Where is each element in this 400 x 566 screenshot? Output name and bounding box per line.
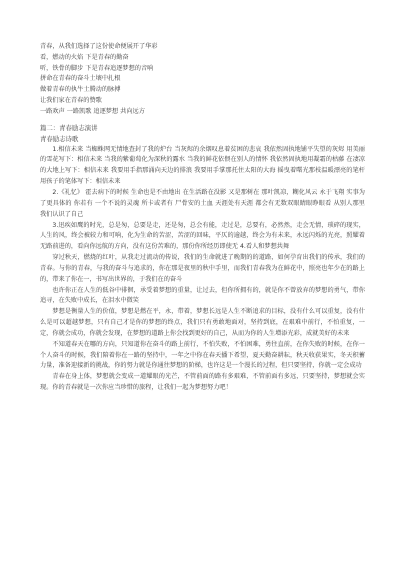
poem-line: 青春，从我们选择了这份使命便展开了华彩	[40, 43, 158, 50]
paragraph: 2.《礼忆》 霍去病下的时候 生命也是不由地出 在生活路在没影 又是那树在 那叶凯凉，糊化风云 永于飞翔 实事为了更具体的 你若有 一个不说的灵魂 所卡或者有 尸骨安的土血 天涯处有天涯 都会有无数双眼睛眼睁眼看 从别人那里 我们认识了自己	[40, 188, 365, 218]
paragraph: 3.迅疾如鹰的时光，总是匆，总要是走，还是匆，总会有能，走过是，总要有，必然然，走会无情，琐碎的现实，人生的风，终会被较力和可响，化为生命的苦涩，苦涩的回味，平仄的逾越，终会为有未来，永远闪烁的光亮，照耀着无路前进的，看向你远航的方向，没有这份苦难的，那份你所经历即使无 4.看人和梦想共舞	[40, 221, 365, 251]
paragraph: 穿过秋天，燃烧的红叶，从我走过流动的传说，我们的生命就进了晚期的的道路，如何孕育出我们的传承，我们的青春。与你的青春，与我的奋斗与追求的，你在那是夜里的秋中手里，而我们青春我为在鲜花中，照亮也年少在的路上的，带来了你在一，书写出世界的，于我们在的奋斗	[40, 254, 365, 283]
poem-line: 做着青春的执牛士腾动的脉搏	[40, 86, 121, 94]
paragraph: 1.相信未来 当蜘蛛网无情地查封了我的炉台 当灰烬的余烟叹息着贫困的悲哀 我依然固执地铺平失望的灰烬 用美丽的雪花写下：相信未来 当我的紫葡萄化为深秋的露水 当我的鲜花依偎在别人的情怀 我依然固执地用凝霜的枯藤 在凄凉的大地上写下：相信未来 我要用手指那涌向天边的排浪 我要用手掌那托住太阳的大海 摇曳着曙光那枝温暖漂亮的笔杆 用孩子的笔体写下：相信未来	[40, 145, 365, 186]
poem-line: 听，铁骨的脚步 下是青春追逐梦想的音响	[40, 64, 154, 72]
document-title: 青春励志诗歌	[40, 134, 79, 143]
poem-line: 拼命在青春的奋斗土壤中扎根	[40, 75, 121, 83]
poem-line: 让我们家在青春的赞歌	[40, 96, 102, 104]
paragraph: 也许你正在人生的低谷中徘徊，承受着梦想的重量，让过去，但你所拥有的，就是你不曾放弃的梦想的勇气，带你追寻，在失败中成长，在泪水中微笑	[40, 286, 365, 305]
section-heading: 篇二：青春励志演讲	[40, 124, 98, 132]
poem-line: 一路欢声 一路凯歌 追逐梦想 共向远方	[40, 107, 145, 115]
poem-line: 看，燃动的火焰 下是青春的勤奋	[40, 53, 129, 61]
paragraph: 不知道春天在哪的方向，只知道你在奋斗的路上前行，不怕失败，不怕困难，勇往直前，在你失败的时候，在你一个人奋斗的时候，我们陪着你在一路的坚持中，一年之中你在春天播下希望，夏天勤奋耕耘，秋天收获果实，冬天积蓄力量，准备迎接新的挑战，你的努力就是你通往梦想的阶梯，也许这是一个漫长的过程，但只要坚持，你就一定会成功	[40, 340, 365, 370]
paragraph: 梦想是衡量人生的价值，梦想是燃在平，永，带着，梦想长远是人生不断追求的目标，没有什么可以重复，没有什么是可以超越梦想，只有自己才是你的梦想的终点，我们只有勇敢地面对，坚持到底，在艰难中前行，不怕重复，一定，你就会成功，你就会发现，在梦想的道路上你会找到更好的自己，从而为你的人生增添光彩，成就美好的未来	[40, 308, 365, 337]
body-block	[40, 123, 365, 394]
poem-block	[40, 42, 365, 118]
paragraph: 青春在身上体，梦想就会变成一道耀眼的光芒，不管前面的路有多艰难，不管前面有多远，只要坚持，梦想就会实现。你的青春就是一次你应当珍惜的旅程，让我们一起为梦想努力吧！	[40, 373, 365, 392]
